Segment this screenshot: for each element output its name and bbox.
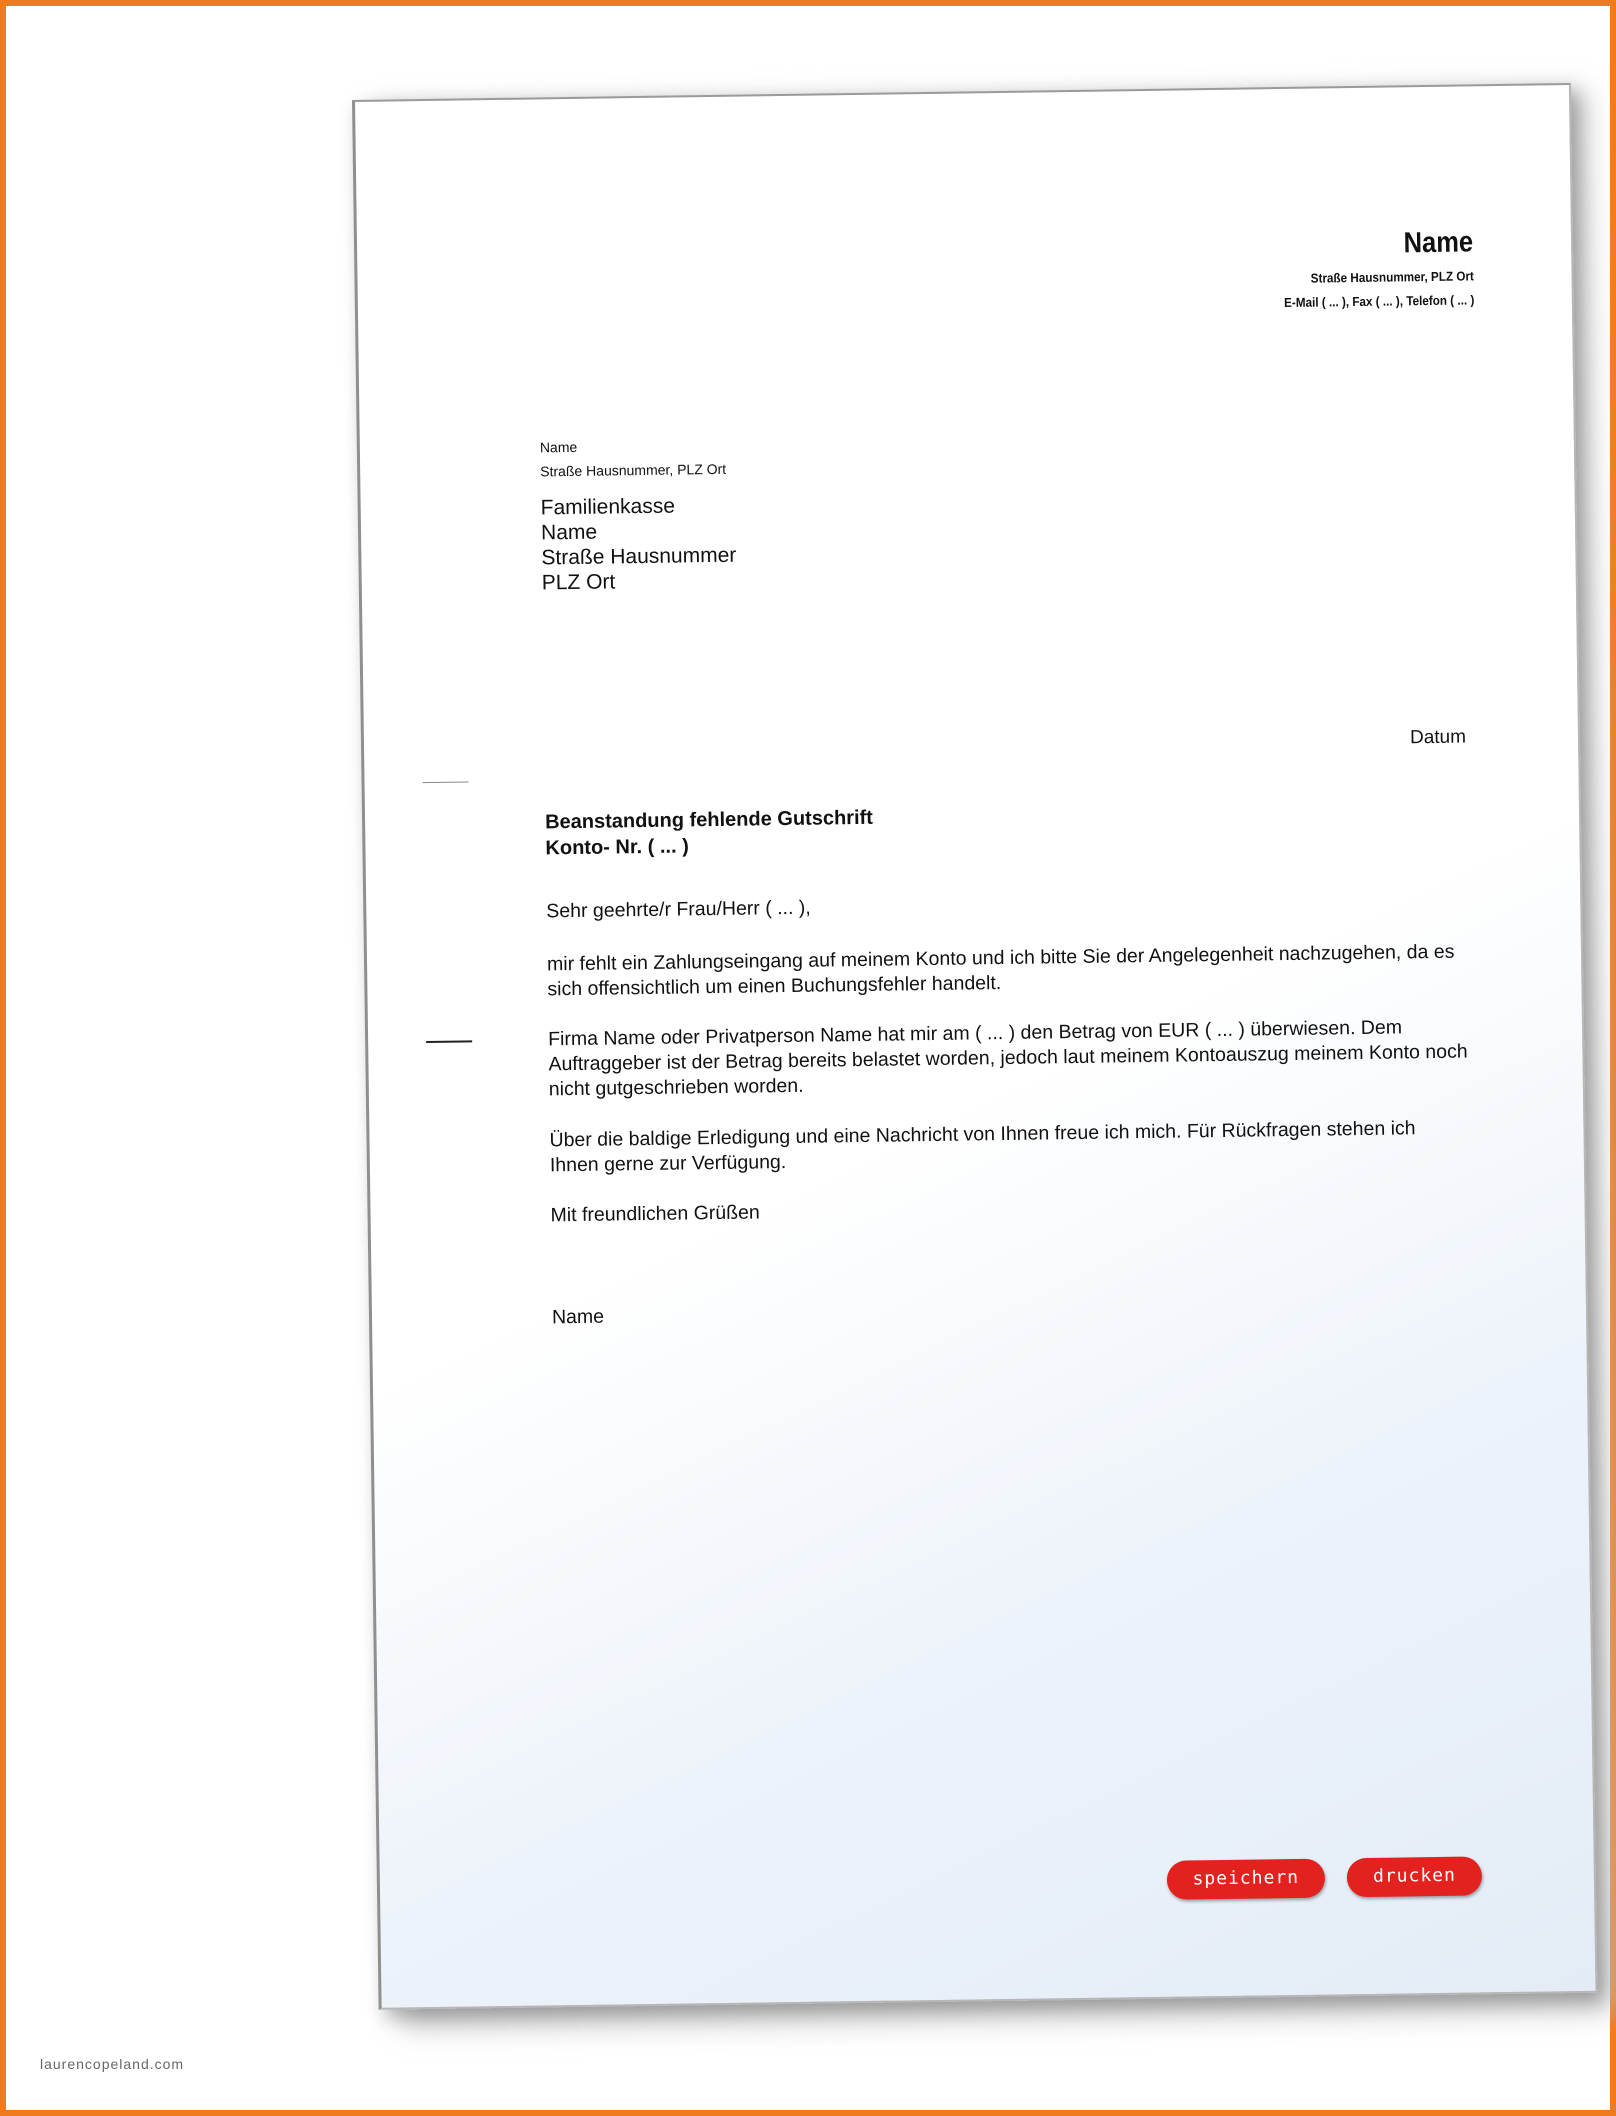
recipient-line-3: Straße Hausnummer xyxy=(541,543,737,570)
recipient-block xyxy=(541,493,737,596)
subject-line-1: Beanstandung fehlende Gutschrift xyxy=(544,806,874,834)
recipient-line-1: Familienkasse xyxy=(540,494,676,520)
letterhead-name: Name xyxy=(1403,226,1474,260)
print-button[interactable]: drucken xyxy=(1347,1856,1482,1897)
signature-name: Name xyxy=(551,1305,605,1329)
save-button[interactable]: speichern xyxy=(1166,1859,1325,1900)
action-buttons xyxy=(1166,1856,1482,1899)
return-address-name: Name xyxy=(539,438,578,456)
salutation: Sehr geehrte/r Frau/Herr ( ... ), xyxy=(546,896,811,923)
closing: Mit freundlichen Grüßen xyxy=(550,1201,760,1227)
date-field: Datum xyxy=(1409,726,1467,749)
punch-mark xyxy=(426,1040,472,1043)
watermark: laurencopeland.com xyxy=(40,2056,185,2072)
paragraph-2: Firma Name oder Privatperson Name hat mir am ( ... ) den Betrag von EUR ( ... ) überwiesen. Dem Auftraggeber ist der Betrag bereits belastet worden, jedoch laut meinem Kontoauszug meinem Konto noch nicht gutgeschrieben worden. xyxy=(547,1016,1468,1101)
fold-mark-top xyxy=(423,781,469,783)
subject-block xyxy=(545,805,874,862)
letterhead-address: Straße Hausnummer, PLZ Ort xyxy=(1310,268,1474,286)
paragraph-3: Über die baldige Erledigung und eine Nachricht von Ihnen freue ich mich. Für Rückfragen stehen ich Ihnen gerne zur Verfügung. xyxy=(549,1117,1416,1177)
recipient-line-4: PLZ Ort xyxy=(541,570,616,595)
letterhead-contact: E-Mail ( ... ), Fax ( ... ), Telefon ( ... ) xyxy=(1283,292,1475,311)
subject-line-2: Konto- Nr. ( ... ) xyxy=(545,835,689,860)
return-address-street: Straße Hausnummer, PLZ Ort xyxy=(540,460,727,480)
letter-page xyxy=(352,83,1598,2010)
recipient-line-2: Name xyxy=(540,520,598,545)
paragraph-1: mir fehlt ein Zahlungseingang auf meinem Konto und ich bitte Sie der Angelegenheit nachzugehen, da es sich offensichtlich um einen Buchungsfehler handelt. xyxy=(546,940,1455,1001)
